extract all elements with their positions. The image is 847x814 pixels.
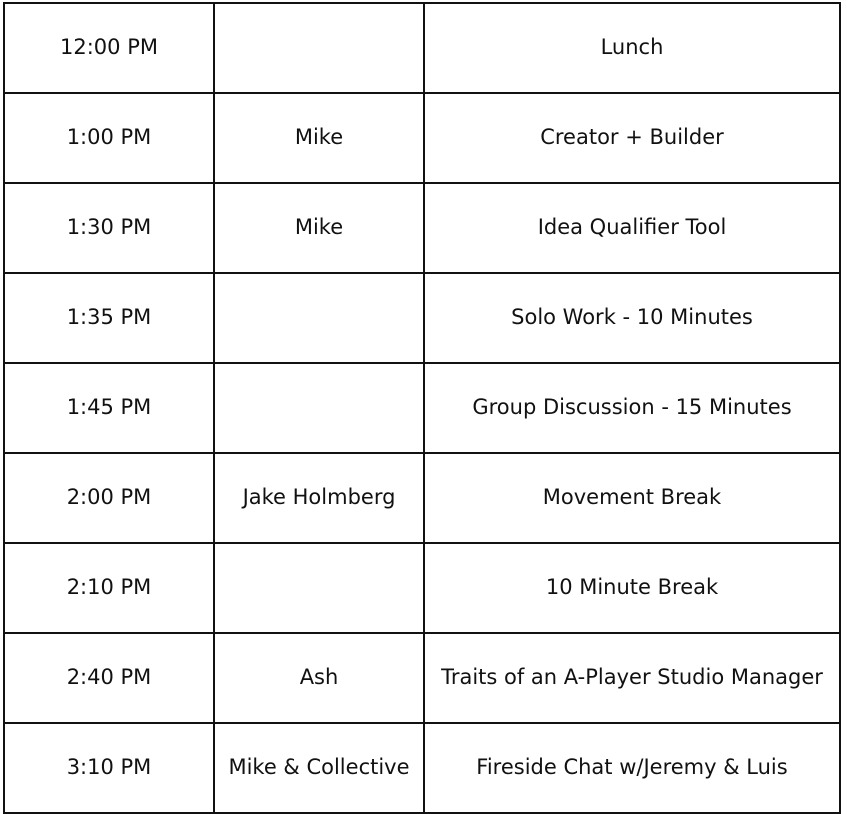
session-cell: Idea Qualifier Tool: [424, 183, 840, 273]
presenter-cell: Mike: [214, 183, 424, 273]
table-row: [4, 453, 840, 543]
presenter-cell: [214, 273, 424, 363]
table-row: [4, 543, 840, 633]
presenter-cell: Mike: [214, 93, 424, 183]
presenter-cell: Mike & Collective: [214, 723, 424, 813]
presenter-cell: Jake Holmberg: [214, 453, 424, 543]
session-cell: Solo Work - 10 Minutes: [424, 273, 840, 363]
schedule-table: [3, 2, 841, 814]
table-row: [4, 93, 840, 183]
table-row: [4, 3, 840, 93]
session-cell: Group Discussion - 15 Minutes: [424, 363, 840, 453]
time-cell: 1:45 PM: [4, 363, 214, 453]
table-row: [4, 273, 840, 363]
presenter-cell: Ash: [214, 633, 424, 723]
time-cell: 12:00 PM: [4, 3, 214, 93]
table-row: [4, 633, 840, 723]
time-cell: 1:00 PM: [4, 93, 214, 183]
time-cell: 2:00 PM: [4, 453, 214, 543]
table-row: [4, 183, 840, 273]
presenter-cell: [214, 363, 424, 453]
session-cell: Lunch: [424, 3, 840, 93]
presenter-cell: [214, 3, 424, 93]
time-cell: 2:10 PM: [4, 543, 214, 633]
presenter-cell: [214, 543, 424, 633]
table-row: [4, 723, 840, 813]
session-cell: Creator + Builder: [424, 93, 840, 183]
session-cell: 10 Minute Break: [424, 543, 840, 633]
time-cell: 1:30 PM: [4, 183, 214, 273]
session-cell: Movement Break: [424, 453, 840, 543]
table-row: [4, 363, 840, 453]
time-cell: 2:40 PM: [4, 633, 214, 723]
time-cell: 1:35 PM: [4, 273, 214, 363]
session-cell: Traits of an A-Player Studio Manager: [424, 633, 840, 723]
session-cell: Fireside Chat w/Jeremy & Luis: [424, 723, 840, 813]
time-cell: 3:10 PM: [4, 723, 214, 813]
